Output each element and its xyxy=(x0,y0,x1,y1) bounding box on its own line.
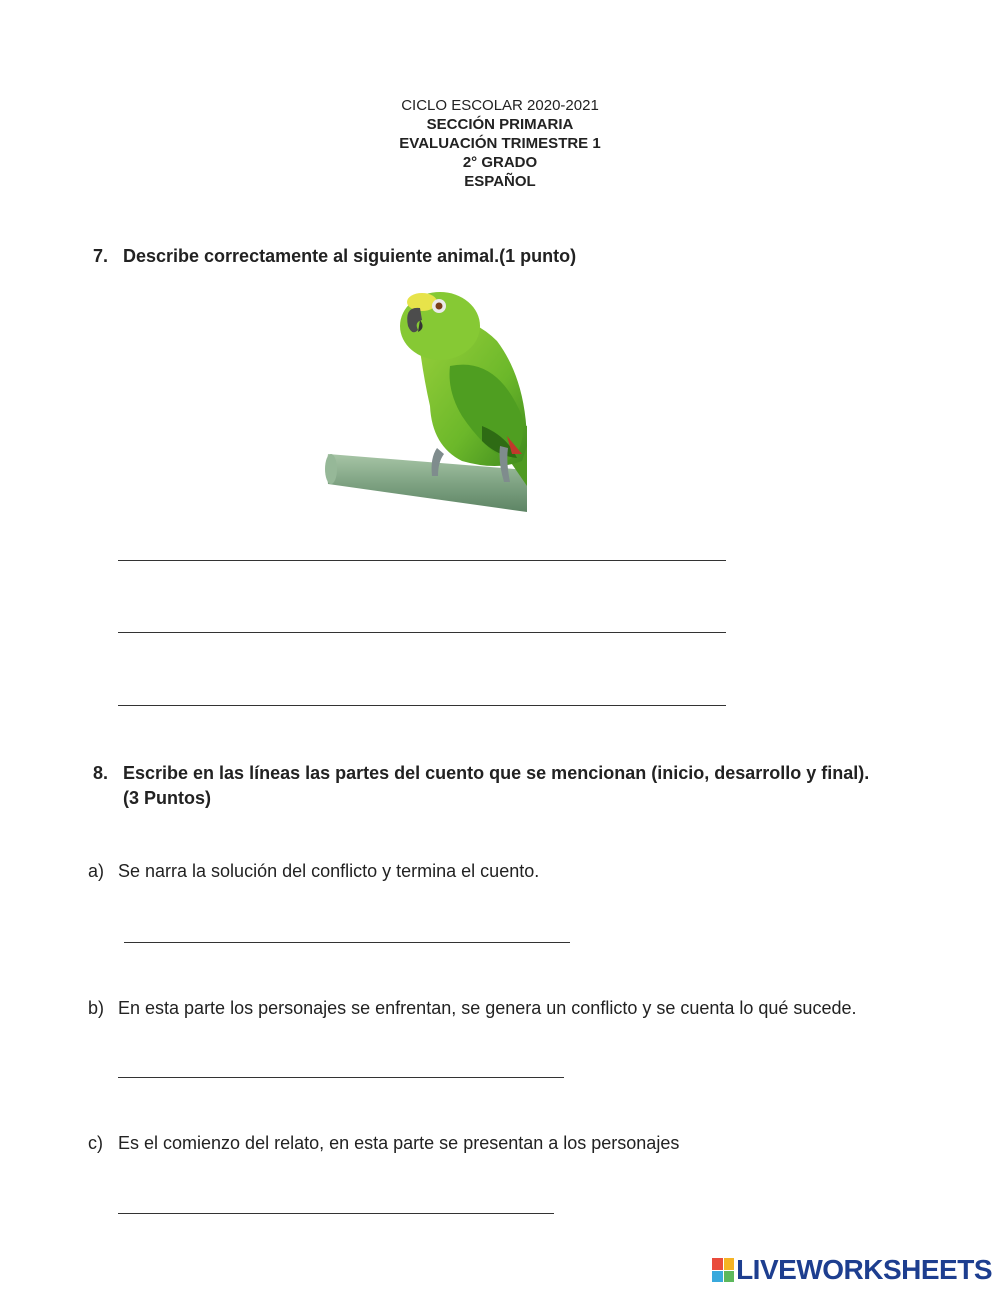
list-item-c xyxy=(88,1133,968,1157)
item-a-letter: a) xyxy=(88,861,105,881)
answer-line-q7-2[interactable] xyxy=(118,632,726,633)
grade-title: 2° GRADO xyxy=(462,154,538,171)
answer-line-a[interactable] xyxy=(124,942,570,943)
question-8-number: 8. xyxy=(93,763,109,783)
liveworksheets-brand xyxy=(712,1255,992,1285)
question-7-number: 7. xyxy=(93,246,109,266)
question-7 xyxy=(93,246,973,270)
section-title: SECCIÓN PRIMARIA xyxy=(426,116,574,133)
item-c-text: Es el comienzo del relato, en esta parte se presentan a los personajes xyxy=(118,1133,680,1153)
liveworksheets-logo-icon xyxy=(712,1258,734,1282)
brand-name: LIVEWORKSHEETS xyxy=(736,1254,992,1285)
item-b-text: En esta parte los personajes se enfrentan, se genera un conflicto y se cuenta lo qué sucede. xyxy=(118,998,857,1018)
item-b-letter: b) xyxy=(88,998,105,1018)
answer-line-q7-3[interactable] xyxy=(118,705,726,706)
question-8 xyxy=(93,763,983,813)
document-header xyxy=(0,96,1000,191)
school-cycle: CICLO ESCOLAR 2020-2021 xyxy=(401,97,599,114)
list-item-a xyxy=(88,861,968,885)
subject-title: ESPAÑOL xyxy=(464,173,536,190)
list-item-b xyxy=(88,998,988,1022)
answer-line-c[interactable] xyxy=(118,1213,554,1214)
question-8-points: (3 Puntos) xyxy=(123,788,211,808)
question-7-text: Describe correctamente al siguiente animal.(1 punto) xyxy=(123,246,577,266)
question-8-text: Escribe en las líneas las partes del cuento que se mencionan (inicio, desarrollo y final). xyxy=(123,763,870,783)
parrot-image xyxy=(322,286,532,516)
answer-line-b[interactable] xyxy=(118,1077,564,1078)
answer-line-q7-1[interactable] xyxy=(118,560,726,561)
evaluation-title: EVALUACIÓN TRIMESTRE 1 xyxy=(399,135,601,152)
item-c-letter: c) xyxy=(88,1133,103,1153)
item-a-text: Se narra la solución del conflicto y termina el cuento. xyxy=(118,861,540,881)
